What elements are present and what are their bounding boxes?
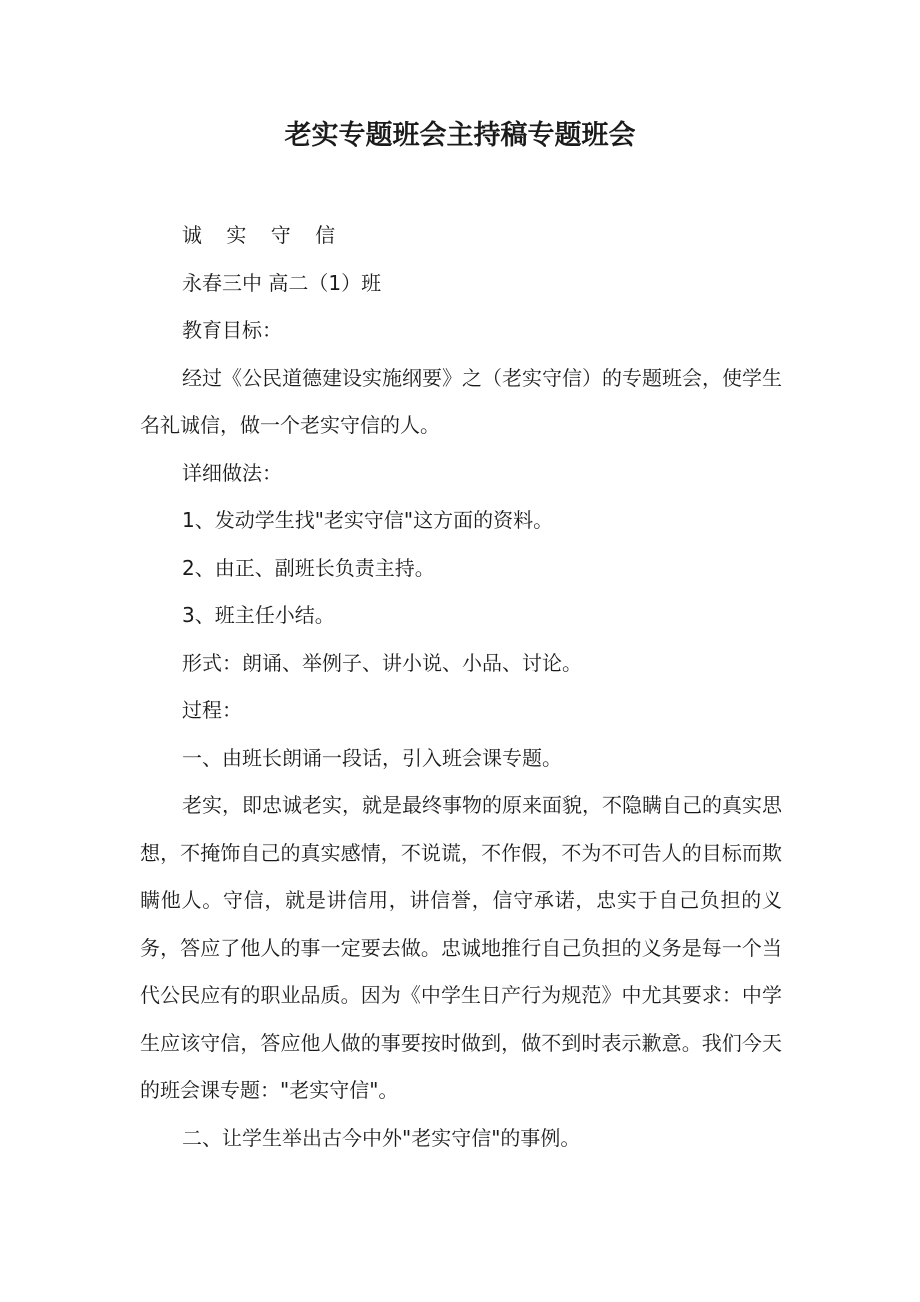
paragraph-process-heading: 过程：	[182, 698, 242, 722]
document-body	[140, 212, 782, 1162]
paragraph-method-heading: 详细做法：	[182, 460, 282, 485]
paragraph-goal-heading: 教育目标：	[182, 318, 282, 342]
paragraph-format: 形式：朗诵、举例子、讲小说、小品、讨论。	[182, 650, 582, 675]
paragraph-class: 永春三中 高二（1）班	[182, 270, 382, 295]
paragraph-method-1: 1、发动学生找"老实守信"这方面的资料。	[182, 508, 554, 532]
document-title: 老实专题班会主持稿专题班会	[284, 120, 636, 151]
paragraph-theme: 诚 实 守 信	[182, 223, 345, 247]
paragraph-step-1: 一、由班长朗诵一段话，引入班会课专题。	[182, 745, 562, 770]
paragraph-step-2: 二、让学生举出古今中外"老实守信"的事例。	[182, 1125, 581, 1150]
paragraph-method-3: 3、班主任小结。	[182, 603, 335, 627]
paragraph-honesty-text: 老实，即忠诚老实，就是最终事物的原来面貌，不隐瞒自己的真实思想，不掩饰自己的真实感情，不说谎，不作假，不为不可告人的目标而欺瞒他人。守信，就是讲信用，讲信誉，信守承诺，忠实于自己负担的义务，答应了他人的事一定要去做。忠诚地推行自己负担的义务是每一个当代公民应有的职业品质。因为《中学生日产行为规范》中尤其要求：中学生应该守信，答应他人做的事要按时做到，做不到时表示歉意。我们今天的班会课专题："老实守信"。	[140, 793, 782, 1102]
paragraph-method-2: 2、由正、副班长负责主持。	[182, 555, 435, 580]
paragraph-goal: 经过《公民道德建设实施纲要》之（老实守信）的专题班会，使学生名礼诚信，做一个老实守信的人。	[140, 365, 782, 437]
